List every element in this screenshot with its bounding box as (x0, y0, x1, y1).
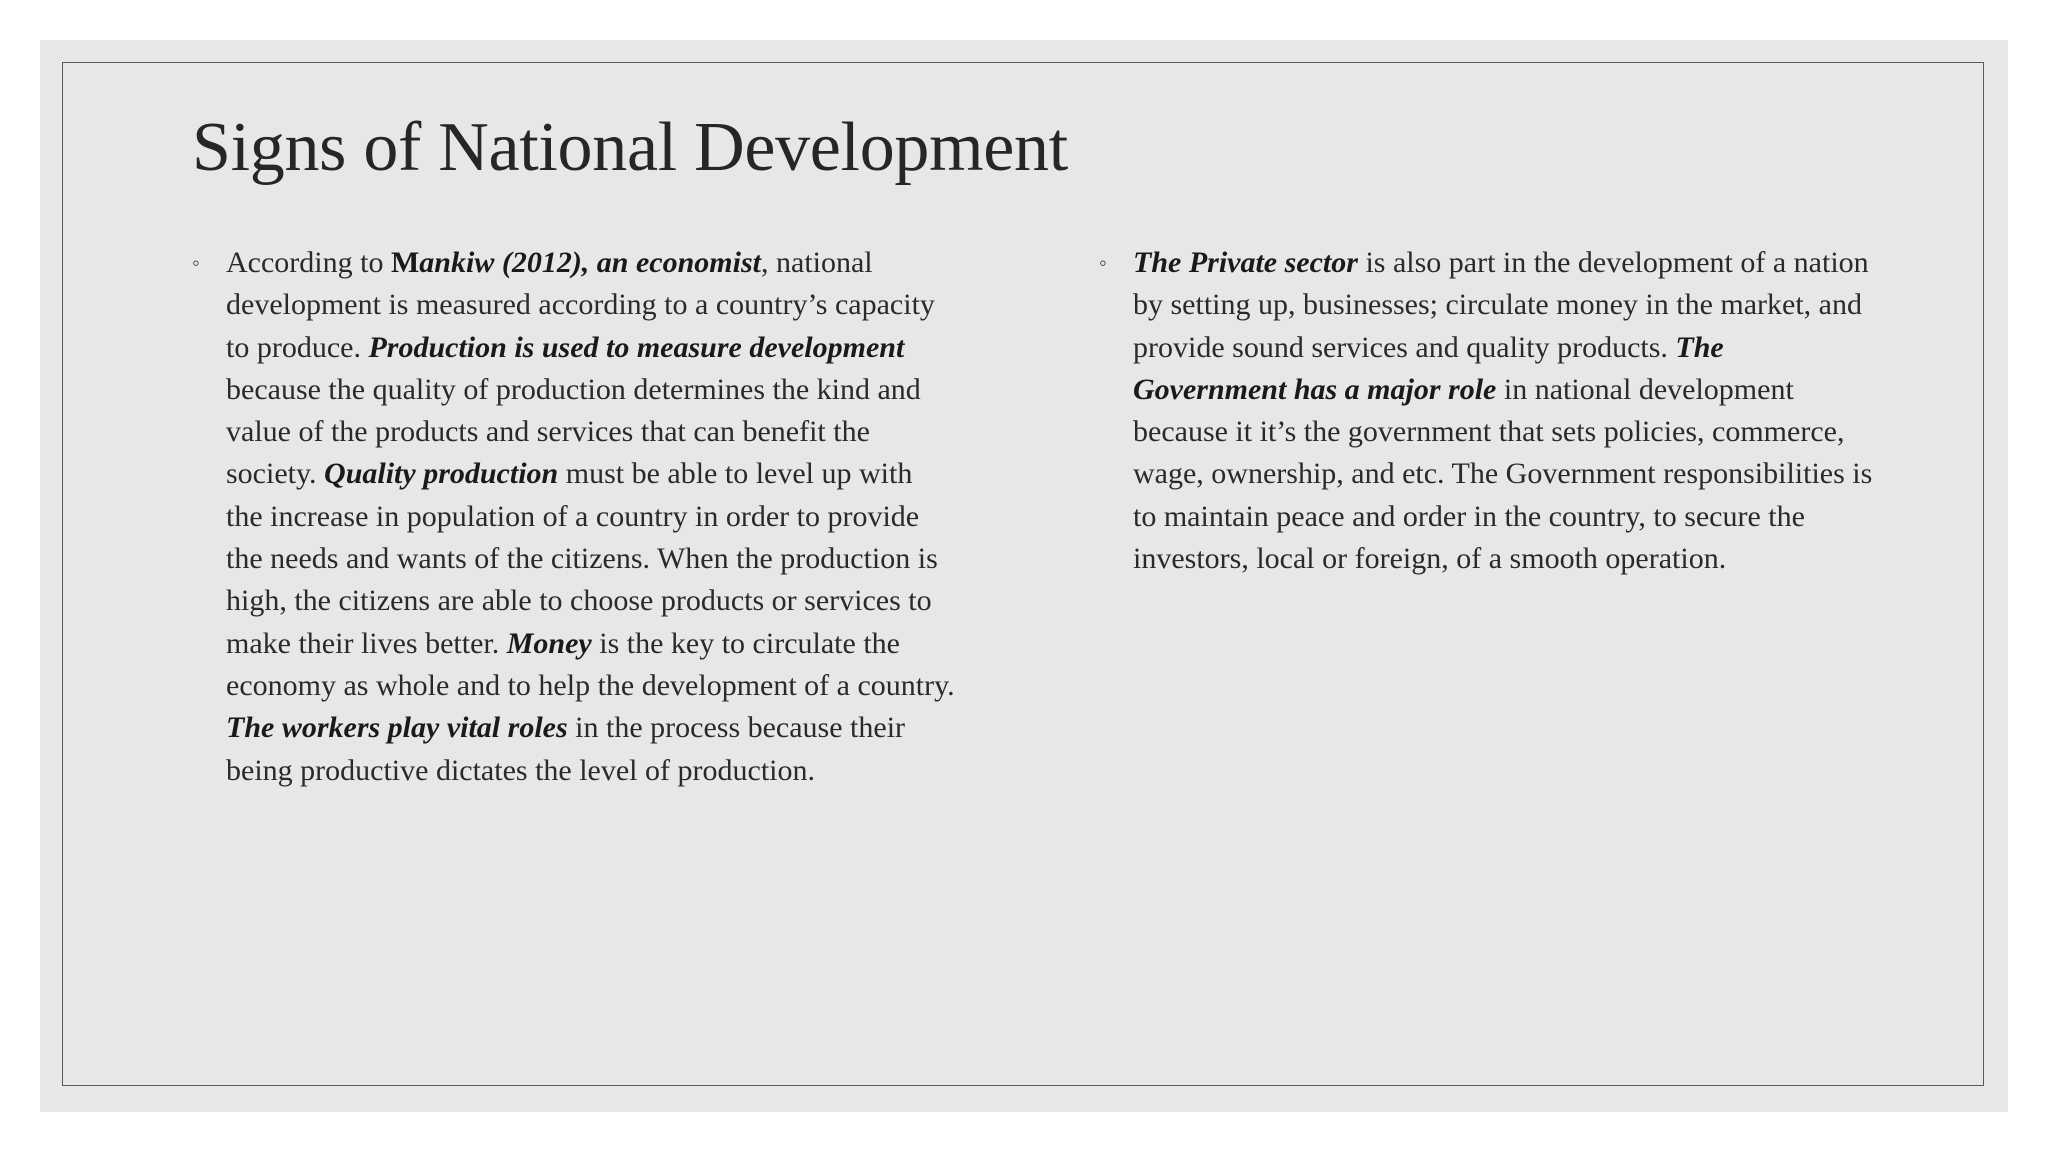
text-run: is the key to circulate the economy as whole and to help the development of a country. (226, 626, 955, 702)
text-run: must be able to level up with the increase in population of a country in order to provide the needs and wants of the citizens. When the production is high, the citizens are able to choose products or services to make their lives better. (226, 457, 938, 660)
text-run: is also part in the development of a nation by setting up, businesses; circulate money in the market, and provide sound services and quality products. (1133, 246, 1869, 364)
emphasis-text: The Private sector (1133, 246, 1358, 279)
bullet-marker: ◦ (1099, 250, 1107, 275)
emphasis-text: The Government has a major role (1133, 330, 1724, 406)
bullet-marker: ◦ (192, 250, 200, 275)
bullet-item-left (192, 242, 956, 792)
left-column (192, 242, 956, 792)
emphasis-text: M (390, 246, 420, 279)
bullet-item-right (1099, 242, 1883, 580)
emphasis-text: The workers play vital roles (226, 711, 568, 745)
text-run: According to (226, 246, 391, 279)
text-run: in the process because their being productive dictates the level of production. (226, 711, 906, 787)
emphasis-text: Production is used to measure development (368, 330, 905, 364)
emphasis-text: Money (506, 626, 592, 660)
slide-title: Signs of National Development (192, 109, 1068, 186)
right-column (1099, 242, 1883, 580)
text-run: , national development is measured according to a country’s capacity to produce. (226, 246, 935, 364)
slide (40, 40, 2008, 1112)
emphasis-text: ankiw (2012), an economist (419, 246, 761, 279)
emphasis-text: Quality production (324, 457, 559, 491)
text-run: because the quality of production determines the kind and value of the products and services that can benefit the society. (226, 372, 921, 491)
text-run: in national development because it it’s the government that sets policies, commerce, wage, ownership, and etc. The Government responsibilities is to maintain peace and order in the country, to secure the investors, local or foreign, of a smooth operation. (1133, 372, 1873, 576)
